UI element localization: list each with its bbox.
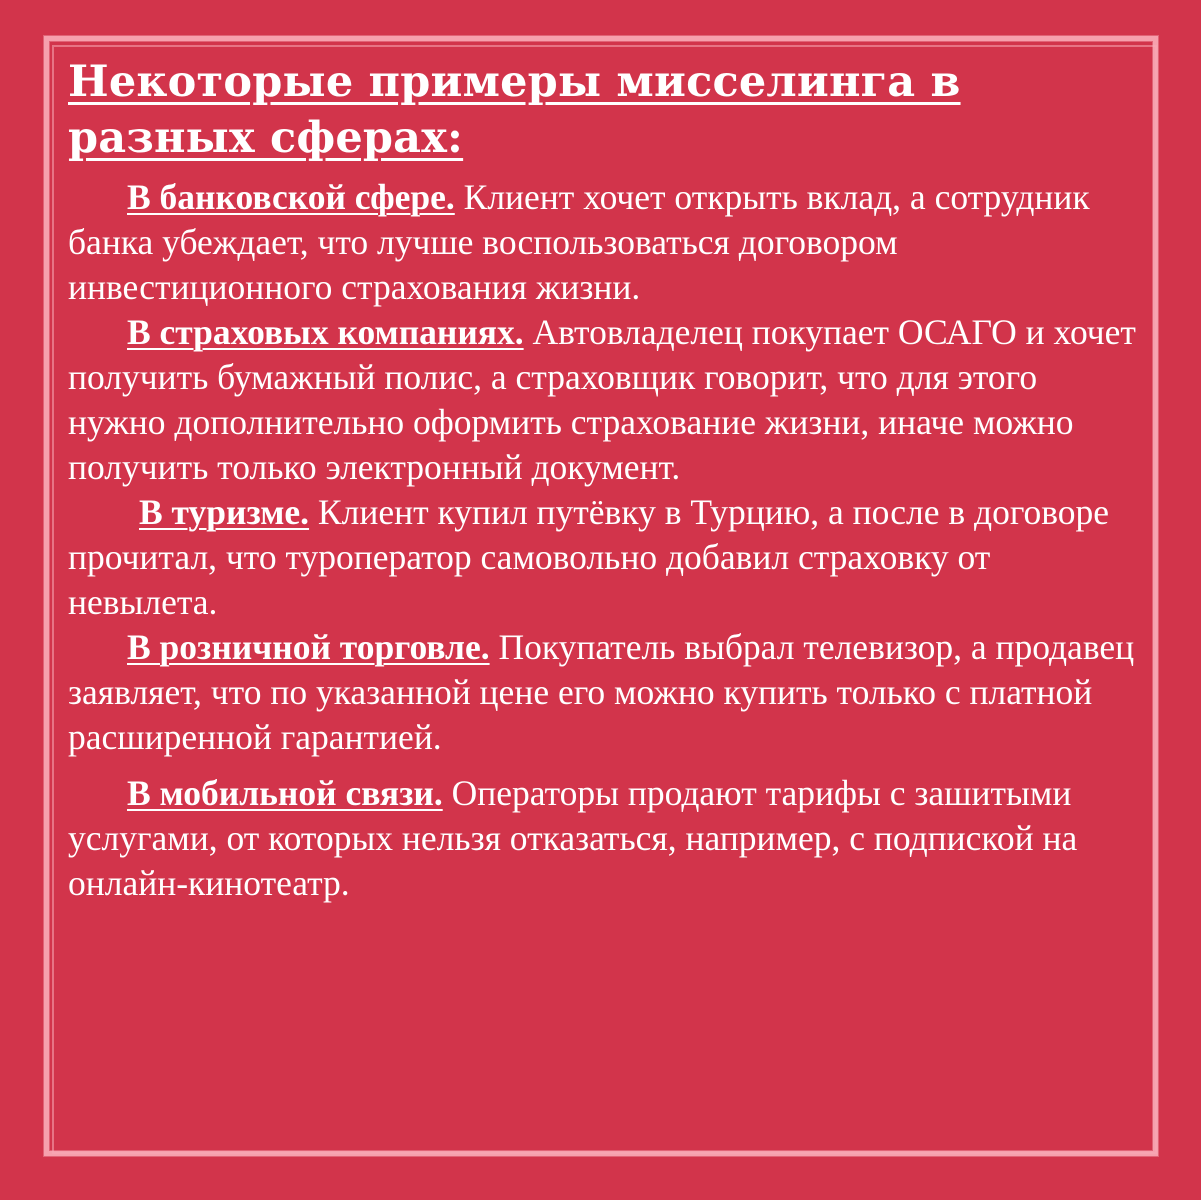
paragraph-banking xyxy=(68,175,1138,310)
paragraph-heading-retail: В розничной торговле. xyxy=(127,626,490,667)
paragraph-insurance xyxy=(68,310,1138,490)
paragraph-tourism xyxy=(68,490,1138,625)
paragraph-heading-tourism: В туризме. xyxy=(139,491,310,532)
paragraph-heading-mobile: В мобильной связи. xyxy=(127,772,443,813)
document-body xyxy=(68,55,1138,906)
paragraph-text-retail: Покупатель выбрал телевизор, а продавец заявляет, что по указанной цене его можно купить только с платной расширенной гарантией. xyxy=(68,626,1135,757)
paragraph-retail xyxy=(68,625,1138,760)
paragraph-text-mobile: Операторы продают тарифы с зашитыми услугами, от которых нельзя отказаться, например, с подпиской на онлайн-кинотеатр. xyxy=(68,772,1078,903)
paragraph-text-banking: Клиент хочет открыть вклад, а сотрудник банка убеждает, что лучше воспользоваться договором инвестиционного страхования жизни. xyxy=(68,176,1090,307)
paragraph-heading-banking: В банковской сфере. xyxy=(127,176,455,217)
paragraph-text-tourism: Клиент купил путёвку в Турцию, а после в договоре прочитал, что туроператор самовольно добавил страховку от невылета. xyxy=(68,491,1110,622)
paragraph-heading-insurance: В страховых компаниях. xyxy=(127,311,524,352)
page-title: Некоторые примеры мисселинга в разных сферах: xyxy=(68,57,961,163)
paragraph-text-insurance: Автовладелец покупает ОСАГО и хочет получить бумажный полис, а страховщик говорит, что для этого нужно дополнительно оформить страхование жизни, иначе можно получить только электронный документ. xyxy=(68,311,1136,487)
paragraph-mobile xyxy=(68,771,1138,906)
